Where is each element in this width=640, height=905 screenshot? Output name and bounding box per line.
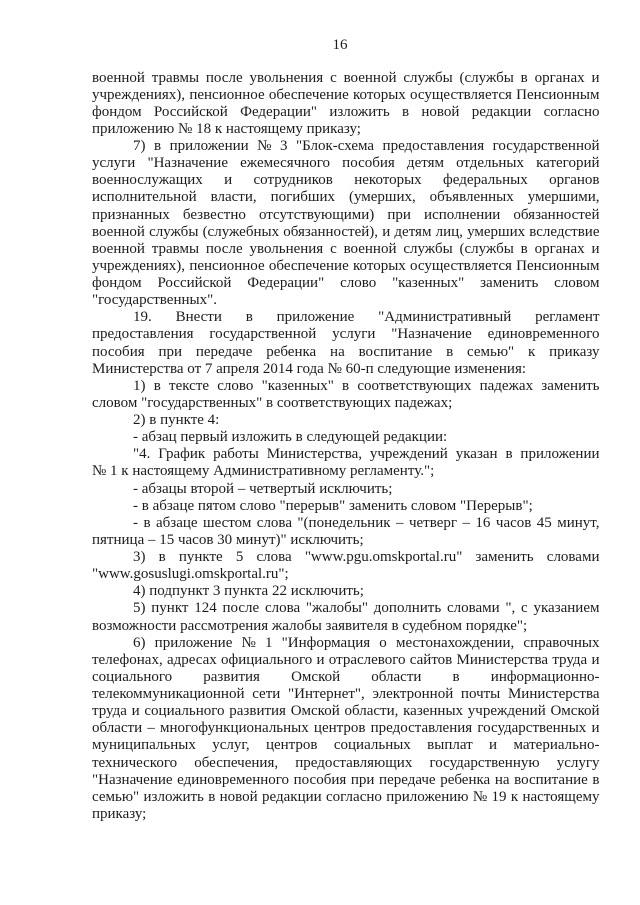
text-line: фондом Российской Федерации" изложить в новой редакции согласно [92, 103, 600, 120]
text-line: словом "государственных" в соответствующих падежах; [92, 394, 453, 411]
text-line: 1) в тексте слово "казенных" в соответствующих падежах заменить [133, 377, 600, 394]
subitem-4 [92, 583, 600, 600]
subitem-5 [92, 600, 600, 634]
section-item-19 [92, 309, 600, 378]
paragraph-continued [92, 70, 600, 139]
text-line: исполнительной власти, погибших (умерших, объявленных умершими, [92, 189, 600, 206]
text-line: 6) приложение № 1 "Информация о местонахождении, справочных [133, 634, 600, 651]
text-line: признанных безвестно отсутствующими) при исполнении обязанностей [92, 206, 600, 223]
page-number: 16 [332, 36, 348, 53]
text-line: пособия при передаче ребенка на воспитание в семью" к приказу [92, 343, 600, 360]
text-line: "www.gosuslugi.omskportal.ru"; [92, 566, 289, 583]
text-line: учреждениях), пенсионное обеспечение которых осуществляется Пенсионным [92, 86, 600, 103]
text-line: военной травмы после увольнения с военной службы (службы в органах и [92, 69, 600, 86]
text-line: учреждениях), пенсионное обеспечение которых осуществляется Пенсионным [92, 257, 600, 274]
text-line: технического обеспечения, предоставляющих государственную услугу [92, 754, 600, 771]
text-line: пятница – 15 часов 30 минут)" исключить; [92, 531, 364, 548]
text-line: военнослужащих и сотрудников некоторых федеральных органов [92, 172, 600, 189]
dash-item-paragraph-1 [92, 429, 600, 446]
dash-item-paragraphs-2-4 [92, 481, 600, 498]
text-line: военной травмы после увольнения с военной службы (службы в органах и [92, 240, 600, 257]
text-line: муниципальных услуг, центров социальных выплат и материально- [92, 737, 600, 754]
text-line: 2) в пункте 4: [133, 412, 220, 428]
text-line: - абзац первый изложить в следующей редакции: [133, 429, 448, 446]
text-line: - в абзаце пятом слово "перерыв" заменить словом "Перерыв"; [133, 497, 533, 514]
text-line: военной службы (служебных обязанностей), и детям лиц, умерших вследствие [92, 223, 600, 240]
text-line: - абзацы второй – четвертый исключить; [133, 480, 393, 497]
text-line: 3) в пункте 5 слова "www.pgu.omskportal.ru" заменить словами [133, 549, 600, 565]
quoted-text [92, 446, 600, 480]
text-line: социального развития Омской области в информационно- [92, 668, 600, 685]
text-line: телефонах, адресах официального и отраслевого сайтов Министерства труда и [92, 651, 600, 668]
subitem-3 [92, 549, 600, 583]
text-line: предоставления государственной услуги "Назначение единовременного [92, 326, 600, 343]
text-line: труда и социального развития Омской области, казенных учреждений Омской [92, 703, 600, 720]
text-line: семью" изложить в новой редакции согласно приложению № 19 к настоящему [92, 788, 600, 805]
subitem-2 [92, 412, 600, 429]
text-line: телекоммуникационной сети "Интернет", электронной почты Министерства [92, 686, 600, 702]
text-line: - в абзаце шестом слова "(понедельник – четверг – 16 часов 45 минут, [133, 514, 600, 531]
text-line: 5) пункт 124 после слова "жалобы" дополнить словами ", с указанием [133, 600, 600, 617]
text-line: фондом Российской Федерации" слово "казенных" заменить словом [92, 275, 600, 291]
text-line: 7) в приложении № 3 "Блок-схема предоставления государственной [133, 138, 600, 154]
text-line: 19. Внести в приложение "Административный регламент [133, 309, 600, 326]
text-line: возможности рассмотрения жалобы заявителя в судебном порядке"; [92, 617, 528, 634]
text-line: приказу; [92, 805, 147, 822]
text-line: 4) подпункт 3 пункта 22 исключить; [133, 583, 364, 600]
subitem-6 [92, 635, 600, 823]
text-line: Министерства от 7 апреля 2014 года № 60-п следующие изменения: [92, 360, 527, 377]
subitem-1 [92, 378, 600, 412]
text-line: "4. График работы Министерства, учреждений указан в приложении [133, 446, 600, 463]
text-line: области – многофункциональных центров предоставления государственных и [92, 720, 600, 737]
text-line: "Назначение единовременного пособия при передаче ребенка на воспитание в [92, 771, 600, 788]
list-item-7 [92, 138, 600, 309]
dash-item-paragraph-6 [92, 515, 600, 549]
text-line: № 1 к настоящему Административному регламенту."; [92, 463, 435, 480]
text-line: приложению № 18 к настоящему приказу; [92, 120, 361, 137]
text-line: услуги "Назначение ежемесячного пособия детям отдельных категорий [92, 155, 600, 172]
dash-item-paragraph-5 [92, 498, 600, 515]
text-line: "государственных". [92, 292, 217, 309]
document-body [92, 70, 600, 824]
